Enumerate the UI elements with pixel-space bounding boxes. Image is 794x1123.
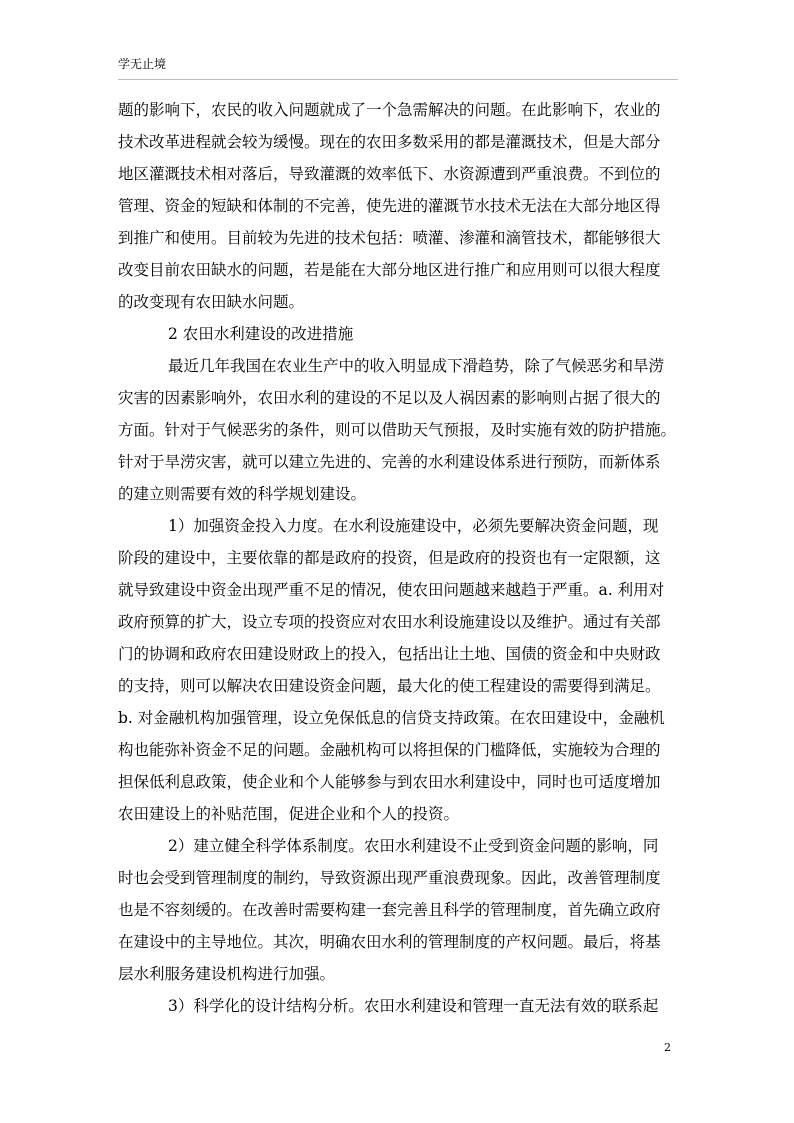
text-line: 到推广和使用。目前较为先进的技术包括：喷灌、渗灌和滴管技术，都能够很大	[118, 229, 661, 247]
text-line: 也是不容刻缓的。在改善时需要构建一套完善且科学的管理制度，首先确立政府	[118, 901, 661, 919]
text-line: 方面。针对于气候恶劣的条件，则可以借助天气预报，及时实施有效的防护措施。	[118, 421, 677, 439]
page-header: 学无止境	[118, 57, 167, 71]
text-line: 构也能弥补资金不足的问题。金融机构可以将担保的门槛降低，实施较为合理的	[118, 741, 661, 759]
text-line: 的建立则需要有效的科学规划建设。	[118, 485, 367, 503]
text-line: 阶段的建设中，主要依靠的都是政府的投资，但是政府的投资也有一定限额，这	[118, 549, 661, 567]
text-line: 地区灌溉技术相对落后，导致灌溉的效率低下、水资源遭到严重浪费。不到位的	[118, 165, 661, 183]
text-line: 针对于旱涝灾害，就可以建立先进的、完善的水利建设体系进行预防，而新体系	[118, 453, 661, 471]
text-line: 的改变现有农田缺水问题。	[118, 293, 305, 311]
text-line: 门的协调和政府农田建设财政上的投入，包括出让土地、国债的资金和中央财政	[118, 645, 661, 663]
text-line: 担保低利息政策，使企业和个人能够参与到农田水利建设中，同时也可适度增加	[118, 773, 661, 791]
text-line: 1）加强资金投入力度。在水利设施建设中，必须先要解决资金问题，现	[168, 517, 659, 535]
text-line: 在建设中的主导地位。其次，明确农田水利的管理制度的产权问题。最后，将基	[118, 933, 661, 951]
header-divider	[118, 79, 678, 80]
page-number: 2	[664, 1041, 671, 1054]
text-line: 的支持，则可以解决农田建设资金问题，最大化的使工程建设的需要得到满足。	[118, 677, 661, 695]
text-line: 就导致建设中资金出现严重不足的情况，使农田问题越来越趋于严重。a. 利用对	[118, 581, 665, 599]
text-line: 最近几年我国在农业生产中的收入明显成下滑趋势，除了气候恶劣和旱涝	[168, 357, 665, 375]
text-line: 技术改革进程就会较为缓慢。现在的农田多数采用的都是灌溉技术，但是大部分	[118, 133, 661, 151]
text-line: 时也会受到管理制度的制约，导致资源出现严重浪费现象。因此，改善管理制度	[118, 869, 661, 887]
text-line: 层水利服务建设机构进行加强。	[118, 965, 336, 983]
text-line: 政府预算的扩大，设立专项的投资应对农田水利设施建设以及维护。通过有关部	[118, 613, 661, 631]
document-body	[118, 94, 678, 1022]
text-line: 题的影响下，农民的收入问题就成了一个急需解决的问题。在此影响下，农业的	[118, 101, 661, 119]
text-line: 改变目前农田缺水的问题，若是能在大部分地区进行推广和应用则可以很大程度	[118, 261, 661, 279]
text-line: b. 对金融机构加强管理，设立免保低息的信贷支持政策。在农田建设中，金融机	[118, 709, 665, 727]
text-line: 2 农田水利建设的改进措施	[168, 325, 354, 343]
text-line: 管理、资金的短缺和体制的不完善，使先进的灌溉节水技术无法在大部分地区得	[118, 197, 661, 215]
text-line: 灾害的因素影响外，农田水利的建设的不足以及人祸因素的影响则占据了很大的	[118, 389, 661, 407]
text-line: 2）建立健全科学体系制度。农田水利建设不止受到资金问题的影响，同	[168, 837, 659, 855]
text-line: 3）科学化的设计结构分析。农田水利建设和管理一直无法有效的联系起	[168, 997, 659, 1015]
text-line: 农田建设上的补贴范围，促进企业和个人的投资。	[118, 805, 460, 823]
